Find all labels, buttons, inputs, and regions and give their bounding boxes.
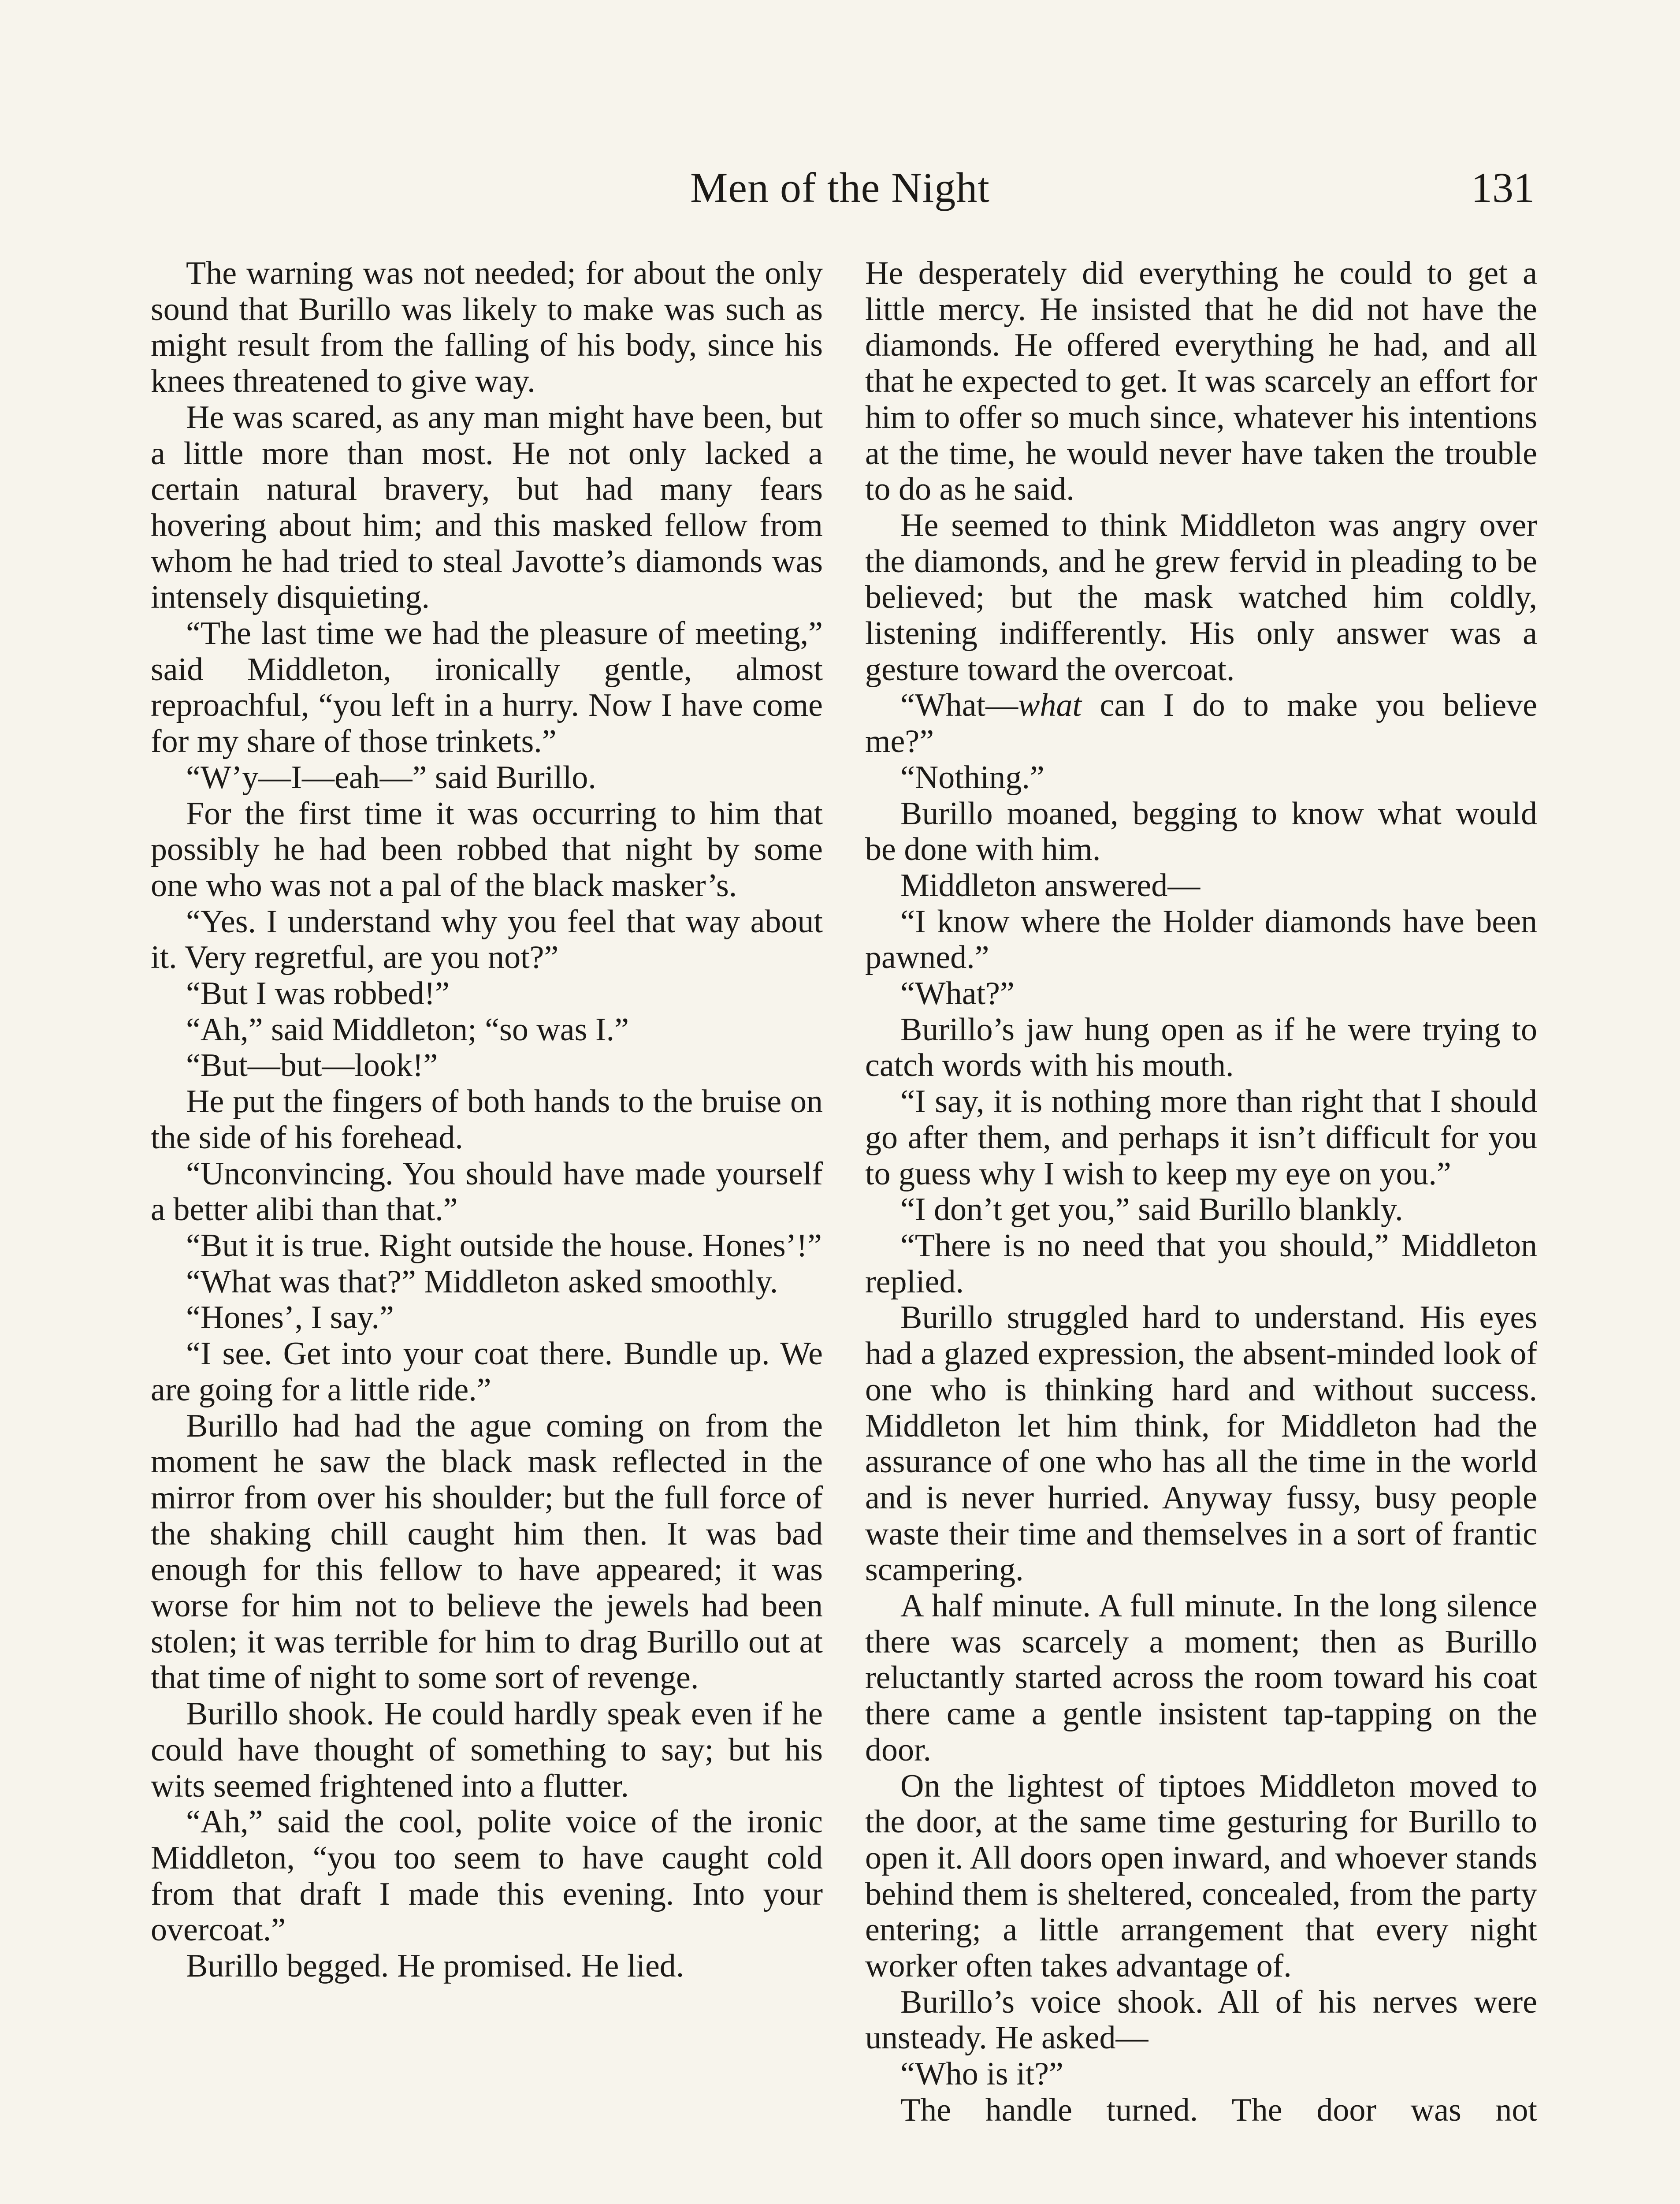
paragraph: Burillo struggled hard to understand. His eyes had a glazed expression, the absent-minded look of one who is thinking hard and without success. Middleton let him think, for Middleton had the assurance of one who has all the time in the world and is never hurried. Anyway fussy, busy people waste their time and themselves in a sort of frantic scampering. [865, 1299, 1537, 1588]
paragraph: “But it is true. Right outside the house. Hones’!” [186, 1227, 822, 1264]
paragraph: Burillo moaned, begging to know what would be done with him. [865, 795, 1537, 868]
paragraph: “I know where the Holder diamonds have been pawned.” [865, 903, 1537, 976]
paragraph: He put the fingers of both hands to the bruise on the side of his forehead. [151, 1083, 823, 1156]
paragraph: For the first time it was occurring to him that possibly he had been robbed that night by some one who was not a pal of the black masker’s. [151, 795, 823, 904]
paragraph: “Unconvincing. You should have made yourself a better alibi than that.” [151, 1155, 823, 1228]
paragraph: “W’y—I—eah—” said Burillo. [186, 759, 596, 796]
paragraph: Burillo begged. He promised. He lied. [186, 1948, 684, 1984]
paragraph: On the lightest of tiptoes Middleton moved to the door, at the same time gesturing for Burillo to open it. All doors open inward, and whoever stands behind them is sheltered, concealed, from the party entering; a little arrangement that every night worker often takes advantage of. [865, 1768, 1537, 1984]
paragraph: The warning was not needed; for about the only sound that Burillo was likely to make was such as might result from the falling of his body, since his knees threatened to give way. [151, 255, 823, 400]
paragraph: He seemed to think Middleton was angry over the diamonds, and he grew fervid in pleading to be believed; but the mask watched him coldly, listening indifferently. His only answer was a gesture toward the overcoat. [865, 507, 1537, 688]
paragraph: “I say, it is nothing more than right that I should go after them, and perhaps it isn’t difficult for you to guess why I wish to keep my eye on you.” [865, 1083, 1537, 1192]
paragraph: Burillo had had the ague coming on from the moment he saw the black mask reflected in the mirror from over his shoulder; but the full force of the shaking chill caught him then. It was bad enough for this fellow to have appeared; it was worse for him not to believe the jewels had been stolen; it was terrible for him to drag Burillo out at that time of night to some sort of revenge. [151, 1407, 823, 1696]
paragraph: “Ah,” said Middleton; “so was I.” [186, 1011, 629, 1048]
paragraph-continued: He desperately did everything he could to get a little mercy. He insisted that he did not have the diamonds. He offered everything he had, and all that he expected to get. It was scarcely an effort for him to offer so much since, whatever his intentions at the time, he would never have taken the trouble to do as he said. [865, 255, 1537, 508]
right-column [865, 256, 1537, 2129]
page-number: 131 [1471, 164, 1535, 211]
paragraph-continues: The handle turned. The door was not [900, 2092, 1537, 2128]
running-title: Men of the Night [690, 164, 990, 211]
left-column [151, 256, 823, 1984]
paragraph: “What?” [900, 975, 1015, 1012]
paragraph: “I see. Get into your coat there. Bundle up. We are going for a little ride.” [151, 1336, 823, 1408]
paragraph: Middleton answered— [900, 867, 1201, 904]
paragraph: “I don’t get you,” said Burillo blankly. [900, 1191, 1403, 1228]
paragraph: “But I was robbed!” [186, 975, 450, 1012]
paragraph: “Yes. I understand why you feel that way about it. Very regretful, are you not?” [151, 903, 823, 976]
paragraph: He was scared, as any man might have been, but a little more than most. He not only lacked a certain natural bravery, but had many fears hovering about him; and this masked fellow from whom he had tried to steal Javotte’s diamonds was intensely disquieting. [151, 399, 823, 616]
paragraph: Burillo’s jaw hung open as if he were trying to catch words with his mouth. [865, 1011, 1537, 1084]
paragraph: Burillo shook. He could hardly speak even if he could have thought of something to say; but his wits seemed frightened into a flutter. [151, 1696, 823, 1804]
paragraph: “What was that?” Middleton asked smoothly. [186, 1263, 778, 1300]
paragraph: “But—but—look!” [186, 1047, 438, 1084]
paragraph: A half minute. A full minute. In the long silence there was scarcely a moment; then as Burillo reluctantly started across the room toward his coat there came a gentle insistent tap-tapping on the door. [865, 1588, 1537, 1768]
page-header [0, 163, 1680, 225]
paragraph: “Who is it?” [900, 2056, 1063, 2092]
paragraph: Burillo’s voice shook. All of his nerves were unsteady. He asked— [865, 1984, 1537, 2056]
paragraph: “Ah,” said the cool, polite voice of the ironic Middleton, “you too seem to have caught cold from that draft I made this evening. Into your overcoat.” [151, 1804, 823, 1948]
paragraph: “Nothing.” [900, 759, 1044, 796]
paragraph: “The last time we had the pleasure of meeting,” said Middleton, ironically gentle, almost reproachful, “you left in a hurry. Now I have come for my share of those trinkets.” [151, 615, 823, 760]
paragraph: “What—what can I do to make you believe me?” [865, 687, 1537, 760]
paragraph: “There is no need that you should,” Middleton replied. [865, 1227, 1537, 1300]
paragraph: “Hones’, I say.” [186, 1299, 394, 1336]
